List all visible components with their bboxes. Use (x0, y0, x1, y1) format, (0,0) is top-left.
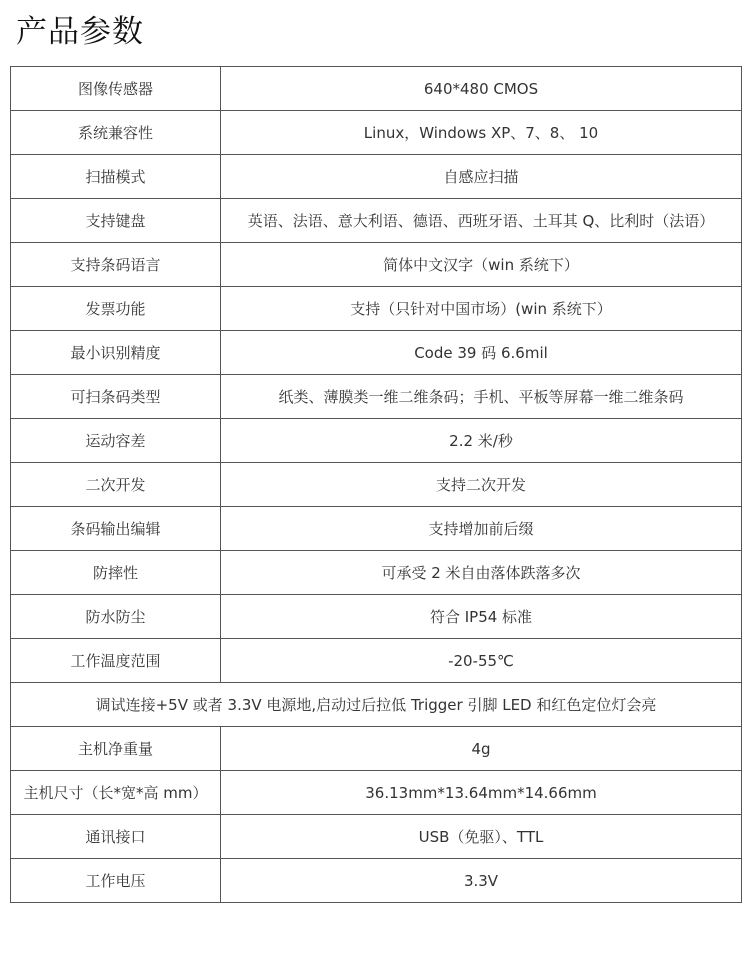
spec-value: Code 39 码 6.6mil (221, 331, 742, 375)
table-row (11, 595, 742, 639)
spec-label: 支持条码语言 (11, 243, 221, 287)
table-row (11, 199, 742, 243)
spec-value: 简体中文汉字（win 系统下） (221, 243, 742, 287)
table-row-note (11, 683, 742, 727)
table-row (11, 243, 742, 287)
table-row (11, 419, 742, 463)
table-row (11, 287, 742, 331)
spec-value: 可承受 2 米自由落体跌落多次 (221, 551, 742, 595)
spec-label: 发票功能 (11, 287, 221, 331)
spec-label: 工作温度范围 (11, 639, 221, 683)
spec-label: 最小识别精度 (11, 331, 221, 375)
spec-label: 二次开发 (11, 463, 221, 507)
table-row (11, 815, 742, 859)
spec-label: 工作电压 (11, 859, 221, 903)
spec-label: 主机净重量 (11, 727, 221, 771)
spec-label: 运动容差 (11, 419, 221, 463)
spec-value: 纸类、薄膜类一维二维条码；手机、平板等屏幕一维二维条码 (221, 375, 742, 419)
spec-value: 2.2 米/秒 (221, 419, 742, 463)
spec-label: 支持键盘 (11, 199, 221, 243)
page-title: 产品参数 (16, 14, 144, 50)
spec-value: Linux，Windows XP、7、8、 10 (221, 111, 742, 155)
table-row (11, 375, 742, 419)
spec-value: 支持二次开发 (221, 463, 742, 507)
spec-label: 防摔性 (11, 551, 221, 595)
table-row (11, 859, 742, 903)
table-row (11, 331, 742, 375)
spec-value: -20-55℃ (221, 639, 742, 683)
table-row (11, 639, 742, 683)
table-row (11, 551, 742, 595)
spec-label: 条码输出编辑 (11, 507, 221, 551)
spec-label: 可扫条码类型 (11, 375, 221, 419)
spec-label: 系统兼容性 (11, 111, 221, 155)
spec-label: 主机尺寸（长*宽*高 mm） (11, 771, 221, 815)
table-row (11, 771, 742, 815)
spec-label: 通讯接口 (11, 815, 221, 859)
spec-value: 3.3V (221, 859, 742, 903)
spec-value: 支持（只针对中国市场）(win 系统下） (221, 287, 742, 331)
spec-value: 36.13mm*13.64mm*14.66mm (221, 771, 742, 815)
spec-value: 自感应扫描 (221, 155, 742, 199)
spec-value: 符合 IP54 标准 (221, 595, 742, 639)
spec-value: 英语、法语、意大利语、德语、西班牙语、土耳其 Q、比利时（法语） (221, 199, 742, 243)
spec-value: 支持增加前后缀 (221, 507, 742, 551)
table-row (11, 155, 742, 199)
spec-table (10, 66, 742, 903)
table-row (11, 507, 742, 551)
spec-note: 调试连接+5V 或者 3.3V 电源地,启动过后拉低 Trigger 引脚 LED 和红色定位灯会亮 (11, 683, 742, 727)
table-row (11, 727, 742, 771)
table-row (11, 463, 742, 507)
spec-label: 防水防尘 (11, 595, 221, 639)
spec-value: 4g (221, 727, 742, 771)
table-row (11, 67, 742, 111)
spec-value: 640*480 CMOS (221, 67, 742, 111)
spec-label: 图像传感器 (11, 67, 221, 111)
spec-value: USB（免驱）、TTL (221, 815, 742, 859)
spec-label: 扫描模式 (11, 155, 221, 199)
table-row (11, 111, 742, 155)
